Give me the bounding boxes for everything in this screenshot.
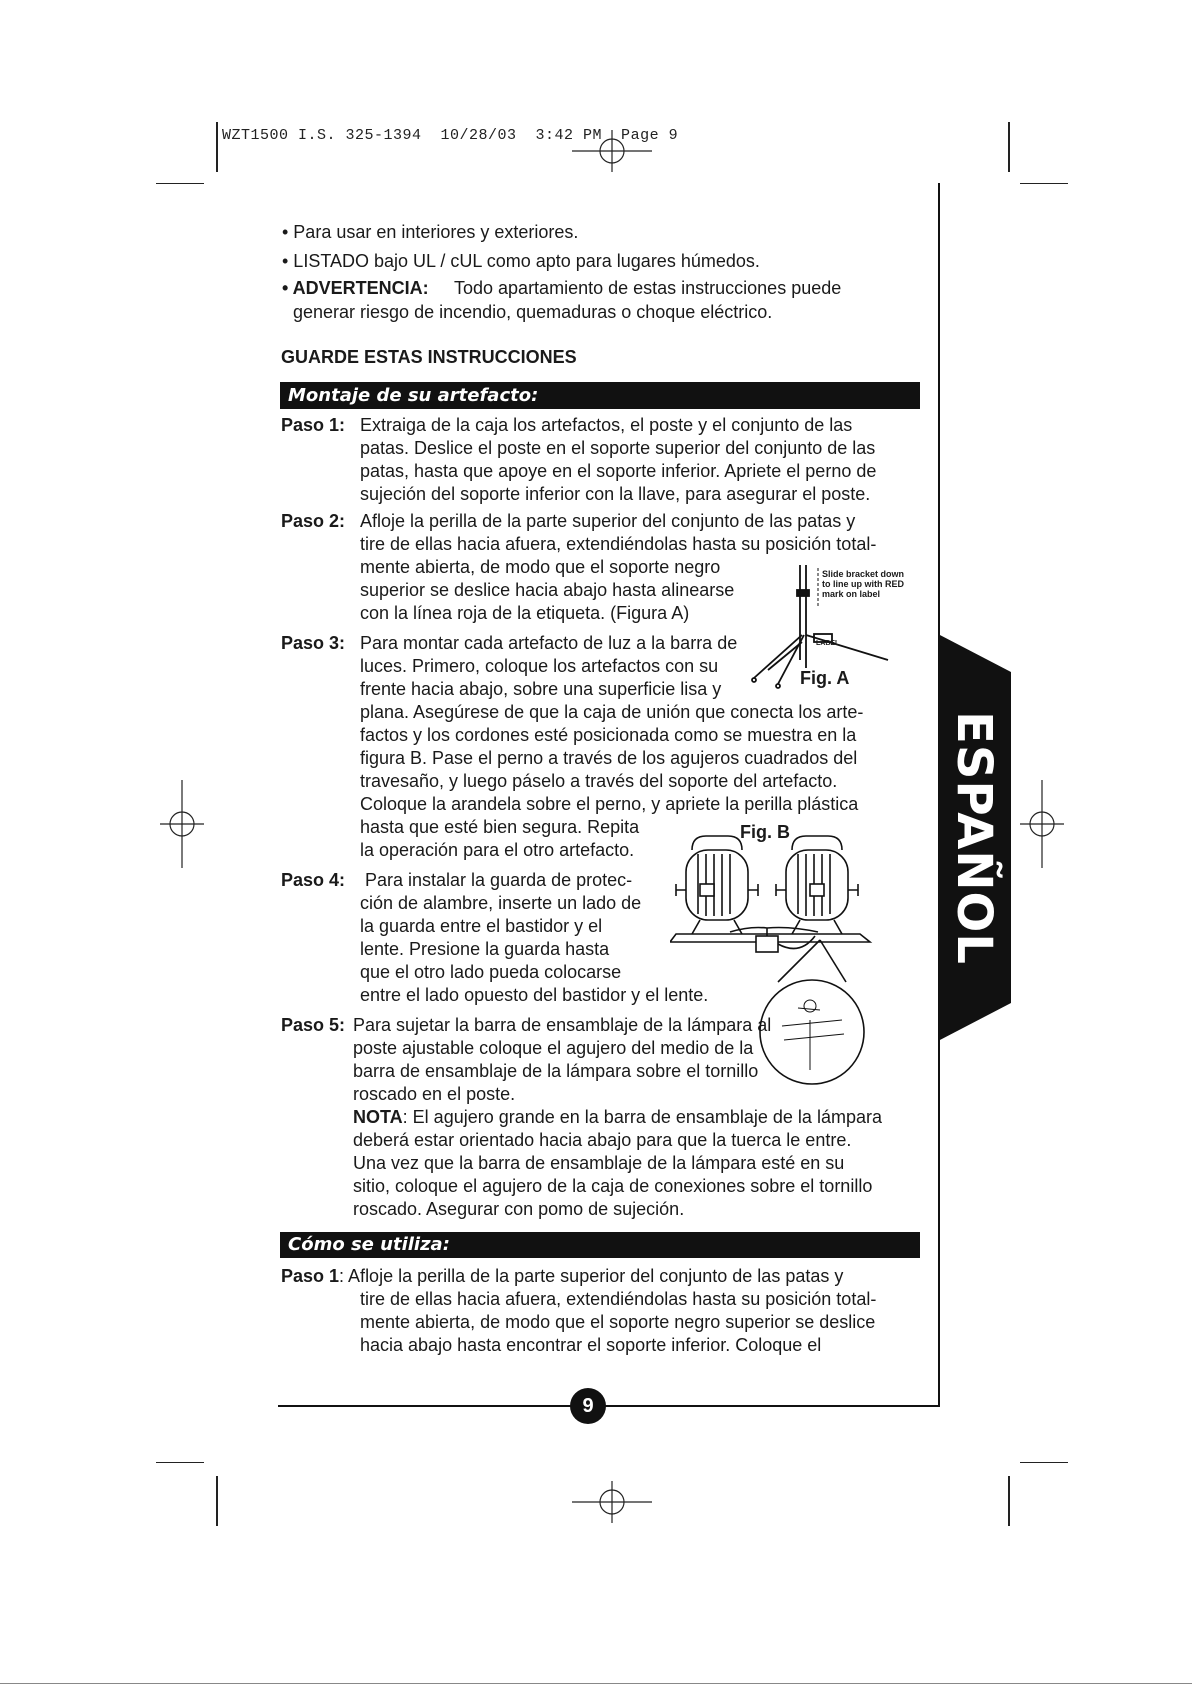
step5-line: barra de ensamblaje de la lámpara sobre el tornillo bbox=[353, 1061, 759, 1081]
figure-a-note bbox=[822, 569, 904, 599]
page-border-bottom bbox=[278, 1405, 940, 1407]
step3-line: luces. Primero, coloque los artefactos con su bbox=[360, 656, 719, 676]
step4-label: Paso 4: bbox=[281, 870, 346, 890]
step1-line: patas. Deslice el poste en el soporte superior del conjunto de las bbox=[360, 438, 876, 458]
step2-line: superior se deslice hacia abajo hasta alinearse bbox=[360, 580, 735, 600]
step3-line: hasta que esté bien segura. Repita bbox=[360, 817, 640, 837]
usage-step1-line: mente abierta, de modo que el soporte negro superior se deslice bbox=[360, 1312, 876, 1332]
step4-line: Para instalar la guarda de protec- bbox=[360, 870, 633, 890]
step4-line: ción de alambre, inserte un lado de bbox=[360, 893, 642, 913]
step4-line: entre el lado opuesto del bastidor y el lente. bbox=[360, 985, 709, 1005]
step5-label: Paso 5: bbox=[281, 1015, 346, 1035]
section-usage-title: Cómo se utiliza: bbox=[280, 1232, 920, 1258]
note-line: deberá estar orientado hacia abajo para que la tuerca le entre. bbox=[353, 1130, 852, 1150]
page-number: 9 bbox=[570, 1388, 606, 1424]
step5-line: Para sujetar la barra de ensamblaje de la lámpara al bbox=[353, 1015, 772, 1035]
step3-line: Coloque la arandela sobre el perno, y apriete la perilla plástica bbox=[360, 794, 859, 814]
step3-line: travesaño, y luego páselo a través del soporte del artefacto. bbox=[360, 771, 838, 791]
step4-line: la guarda entre el bastidor y el bbox=[360, 916, 603, 936]
step3-line: la operación para el otro artefacto. bbox=[360, 840, 635, 860]
usage-step1-first-line bbox=[281, 1265, 843, 1288]
step2-line: mente abierta, de modo que el soporte negro bbox=[360, 557, 721, 577]
step2-line: tire de ellas hacia afuera, extendiéndolas hasta su posición total- bbox=[360, 534, 877, 554]
step1-line: patas, hasta que apoye en el soporte inferior. Apriete el perno de bbox=[360, 461, 877, 481]
step1-line: sujeción del soporte inferior con la llave, para asegurar el poste. bbox=[360, 484, 871, 504]
step4-line: lente. Presione la guarda hasta bbox=[360, 939, 610, 959]
step5-note bbox=[353, 1106, 882, 1129]
usage-step1-line: hacia abajo hasta encontrar el soporte inferior. Coloque el bbox=[360, 1335, 822, 1355]
step3-line: plana. Asegúrese de que la caja de unión que conecta los arte- bbox=[360, 702, 864, 722]
section-assembly-title: Montaje de su artefacto: bbox=[280, 382, 920, 409]
bullet-ul-listing: • LISTADO bajo UL / cUL como apto para lugares húmedos. bbox=[282, 251, 760, 271]
note-line: : El agujero grande en la barra de ensamblaje de la lámpara bbox=[402, 1107, 882, 1127]
figure-a-label: Fig. A bbox=[800, 668, 850, 688]
step4-line: que el otro lado pueda colocarse bbox=[360, 962, 622, 982]
save-instructions-heading: GUARDE ESTAS INSTRUCCIONES bbox=[281, 347, 577, 367]
bullet-indoor-outdoor: • Para usar en interiores y exteriores. bbox=[282, 222, 579, 242]
step3-line: Para montar cada artefacto de luz a la barra de bbox=[360, 633, 738, 653]
usage-step1-label: Paso 1 bbox=[281, 1266, 340, 1286]
note-label: NOTA bbox=[353, 1107, 403, 1127]
usage-step1-line: : Afloje la perilla de la parte superior del conjunto de las patas y bbox=[339, 1266, 844, 1286]
language-tab-label: ESPAÑOL bbox=[946, 711, 1002, 965]
warning-text-1: Todo apartamiento de estas instrucciones puede bbox=[454, 278, 842, 298]
note-line: Una vez que la barra de ensamblaje de la lámpara esté en su bbox=[353, 1153, 845, 1173]
usage-step1-line: tire de ellas hacia afuera, extendiéndolas hasta su posición total- bbox=[360, 1289, 877, 1309]
step3-label: Paso 3: bbox=[281, 633, 346, 653]
figure-b-label: Fig. B bbox=[740, 822, 790, 842]
warning-text-2: generar riesgo de incendio, quemaduras o choque eléctrico. bbox=[293, 302, 773, 322]
step3-line: factos y los cordones esté posicionada como se muestra en la bbox=[360, 725, 857, 745]
note-line: roscado. Asegurar con pomo de sujeción. bbox=[353, 1199, 685, 1219]
print-slug: WZT1500 I.S. 325-1394 10/28/03 3:42 PM Page 9 bbox=[222, 127, 679, 144]
warning-label: • ADVERTENCIA: bbox=[282, 278, 429, 298]
step5-line: poste ajustable coloque el agujero del medio de la bbox=[353, 1038, 754, 1058]
step3-line: figura B. Pase el perno a través de los agujeros cuadrados del bbox=[360, 748, 858, 768]
step2-label: Paso 2: bbox=[281, 511, 346, 531]
step5-line: roscado en el poste. bbox=[353, 1084, 516, 1104]
note-line: sitio, coloque el agujero de la caja de conexiones sobre el tornillo bbox=[353, 1176, 873, 1196]
step1-line: Extraiga de la caja los artefactos, el poste y el conjunto de las bbox=[360, 415, 853, 435]
figure-a-note-line: mark on label bbox=[822, 589, 881, 599]
figure-a-tag: LABEL bbox=[816, 640, 840, 647]
step2-line: Afloje la perilla de la parte superior del conjunto de las patas y bbox=[360, 511, 856, 531]
step1-label: Paso 1: bbox=[281, 415, 346, 435]
step3-line: frente hacia abajo, sobre una superficie lisa y bbox=[360, 679, 722, 699]
step2-line: con la línea roja de la etiqueta. (Figura A) bbox=[360, 603, 690, 623]
figure-b-lamp-assembly-illustration bbox=[670, 830, 920, 1090]
figure-a-note-line: to line up with RED bbox=[822, 579, 904, 589]
figure-a-note-line: Slide bracket down bbox=[822, 569, 905, 579]
